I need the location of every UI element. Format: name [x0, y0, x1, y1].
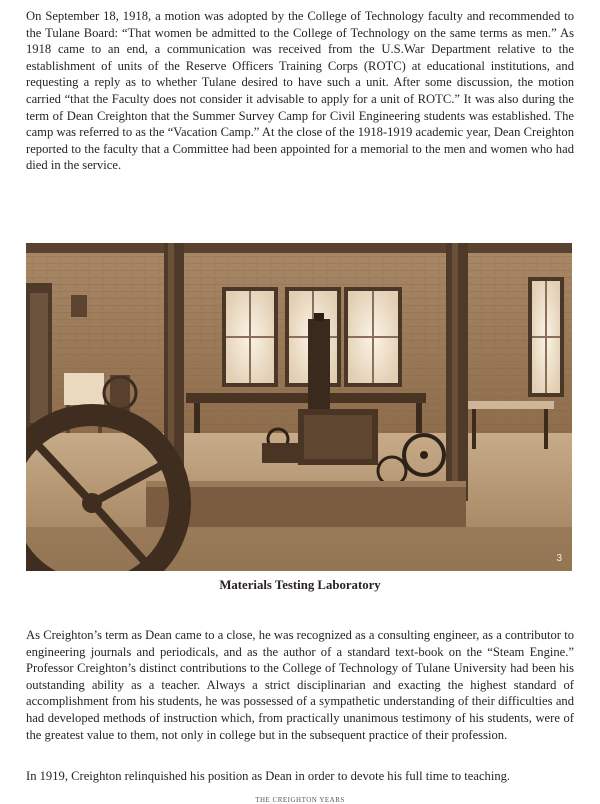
body-paragraph-2: As Creighton’s term as Dean came to a close, he was recognized as a consulting engineer, as a contributor to engineering journals and periodicals, and as the author of a standard text-book on the “Steam Engine.” Professor Creighton’s distinct contributions to the College of Technology of Tulane University had been his outstanding ability as a teacher. Always a strict disciplinarian and exacting the highest standard of accomplishment from his students, he was possessed of a sympathetic understanding of their difficulties and had developed methods of instruction which, from practically unanimous testimony of his students, were of the greatest value to them, not only in college but in the subsequent practice of their profession.	[26, 628, 574, 742]
window-left	[222, 287, 278, 387]
plate-number: 3	[556, 553, 562, 564]
materials-testing-lab-photo	[26, 243, 572, 571]
body-paragraph-1: On September 18, 1918, a motion was adopted by the College of Technology faculty and recommended to the Tulane Board: “That women be admitted to the College of Technology on the same terms as men.” As 1918 came to an end, a communication was received from the U.S.War Department relative to the establishment of units of the Reserve Officers Training Corps (ROTC) at educational institutions, and requesting a reply as to whether Tulane desired to have such a unit. After some discussion, the motion carried “that the Faculty does not consider it advisable to apply for a unit of ROTC.” It was also during the term of Dean Creighton that the Summer Survey Camp for Civil Engineering students was established. The camp was referred to as the “Vacation Camp.” At the close of the 1918-1919 academic year, Dean Creighton reported to the faculty that a Committee had been appointed for a memorial to the men and women who had died in the service.	[26, 9, 574, 173]
running-footer: THE CREIGHTON YEARS	[255, 796, 345, 804]
figure-caption: Materials Testing Laboratory	[219, 578, 381, 592]
body-paragraph-3: In 1919, Creighton relinquished his position as Dean in order to devote his full time to teaching.	[26, 769, 511, 783]
window-center	[344, 287, 402, 387]
window-right	[528, 277, 564, 397]
